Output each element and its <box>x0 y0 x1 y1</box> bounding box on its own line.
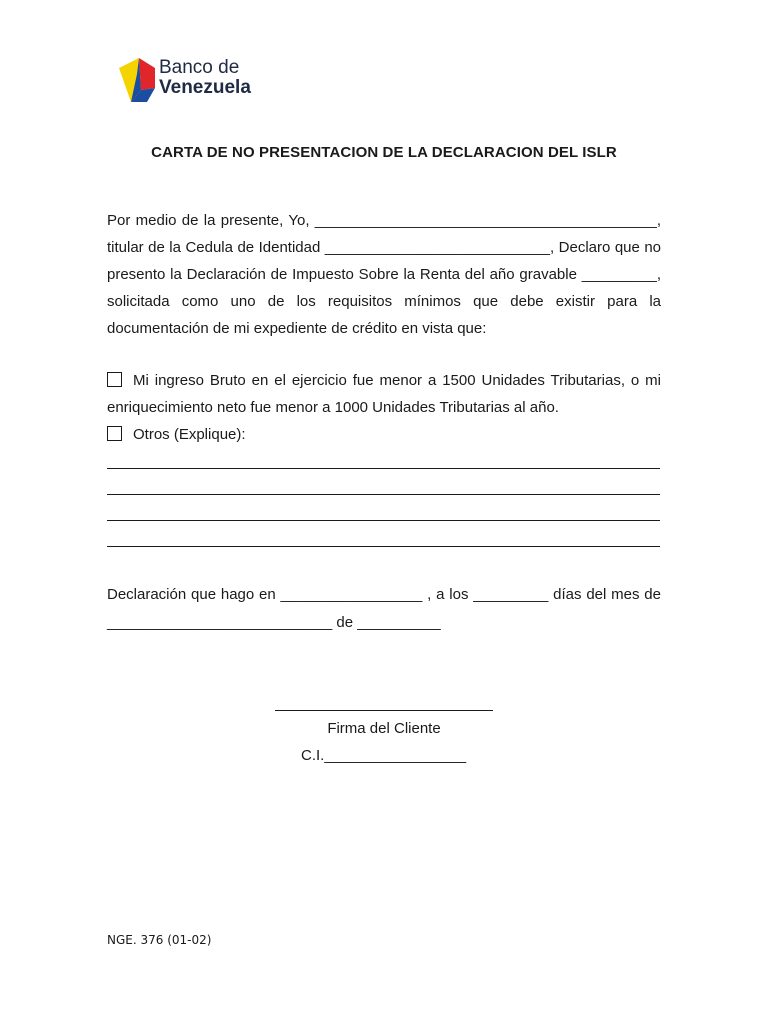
option-income-text: Mi ingreso Bruto en el ejercicio fue menor a 1500 Unidades Tributarias, o mi <box>133 372 661 389</box>
option-income-line1 <box>107 367 661 394</box>
bank-name-line1: Banco de <box>159 57 240 78</box>
explanation-line[interactable] <box>107 495 660 521</box>
income-checkbox[interactable] <box>107 372 122 387</box>
statement-line: presento la Declaración de Impuesto Sobre la Renta del año gravable _________, <box>107 266 661 283</box>
bank-name-line2: Venezuela <box>159 77 251 98</box>
statement-line: documentación de mi expediente de crédito en vista que: <box>107 320 487 337</box>
signature-line[interactable] <box>275 710 493 711</box>
other-checkbox[interactable] <box>107 426 122 441</box>
option-income-line2: enriquecimiento neto fue menor a 1000 Unidades Tributarias al año. <box>107 399 559 416</box>
option-income <box>107 367 661 421</box>
id-number-field: C.I._________________ <box>301 747 467 764</box>
form-code: NGE. 376 (01-02) <box>107 933 212 947</box>
declaration-line: ___________________________ de __________ <box>107 614 441 631</box>
bank-logo-icon <box>117 54 157 104</box>
declaration-paragraph <box>107 581 661 637</box>
bank-logo <box>117 54 267 106</box>
explanation-line[interactable] <box>107 521 660 547</box>
statement-paragraph <box>107 207 661 342</box>
option-other-text: Otros (Explique): <box>133 426 246 443</box>
document-title: CARTA DE NO PRESENTACION DE LA DECLARACION DEL ISLR <box>151 144 617 161</box>
statement-line: solicitada como uno de los requisitos mínimos que debe existir para la <box>107 293 661 310</box>
signature-label: Firma del Cliente <box>327 720 441 737</box>
explanation-lines <box>107 453 660 547</box>
explanation-line[interactable] <box>107 453 660 469</box>
option-other <box>107 421 246 448</box>
bank-name <box>159 58 251 98</box>
declaration-line: Declaración que hago en _________________ , a los _________ días del mes de <box>107 586 661 603</box>
statement-line: titular de la Cedula de Identidad ___________________________, Declaro que no <box>107 239 661 256</box>
explanation-line[interactable] <box>107 469 660 495</box>
statement-line: Por medio de la presente, Yo, _________________________________________, <box>107 212 661 229</box>
